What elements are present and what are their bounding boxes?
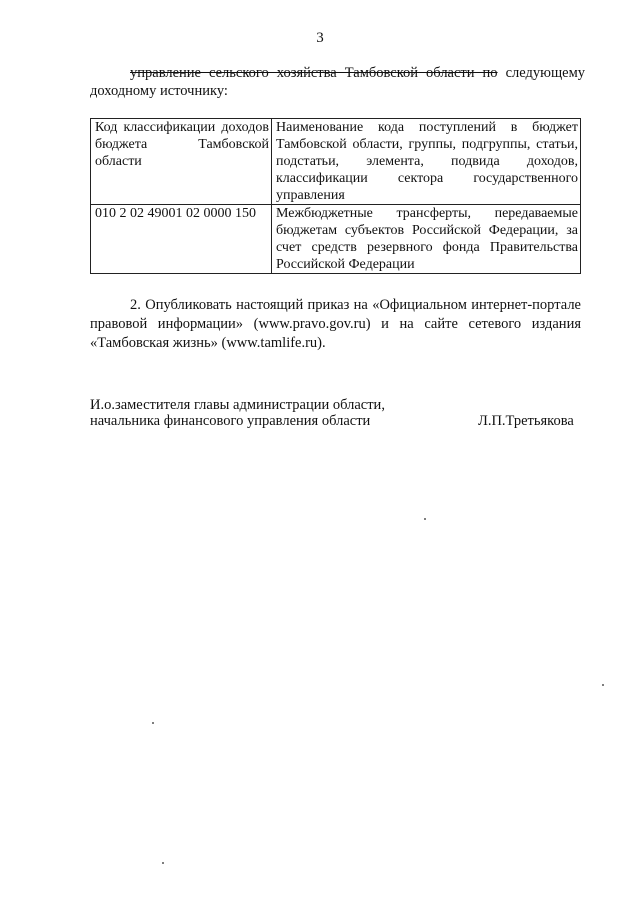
scan-speck xyxy=(424,518,426,520)
intro-paragraph xyxy=(90,64,585,100)
row-code-cell: 010 2 02 49001 02 0000 150 xyxy=(91,205,272,274)
page-number: 3 xyxy=(316,30,324,46)
row-name-cell: Межбюджетные трансферты, передаваемые бюджетам субъектов Российской Федерации, за счет средств резервного фонда Правительства Российской Федерации xyxy=(272,205,581,274)
scan-speck xyxy=(602,684,604,686)
signatory-position xyxy=(90,397,420,429)
header-name-cell: Наименование кода поступлений в бюджет Тамбовской области, группы, подгруппы, статьи, подстатьи, элемента, подвида доходов, классификации сектора государственного управления xyxy=(272,119,581,205)
intro-line-1 xyxy=(90,64,585,82)
signatory-position-line-1: И.о.заместителя главы администрации области, xyxy=(90,397,385,413)
signatory-name: Л.П.Третьякова xyxy=(478,413,574,429)
header-code-cell: Код классификации доходов бюджета Тамбовской области xyxy=(91,119,272,205)
struck-text: управление сельского хозяйства Тамбовской области по xyxy=(130,65,498,81)
intro-line-1-tail: следующему xyxy=(505,65,585,81)
scan-speck xyxy=(162,862,164,864)
signatory-position-line-2: начальника финансового управления области xyxy=(90,413,371,429)
intro-line-2: доходному источнику: xyxy=(90,83,228,99)
table-header-row xyxy=(91,119,581,205)
table-row xyxy=(91,205,581,274)
income-codes-table xyxy=(90,118,581,274)
scan-speck xyxy=(152,722,154,724)
publication-paragraph: 2. Опубликовать настоящий приказ на «Официальном интернет-портале правовой информации» (www.pravo.gov.ru) и на сайте сетевого издания «Тамбовская жизнь» (www.tamlife.ru). xyxy=(90,297,581,351)
